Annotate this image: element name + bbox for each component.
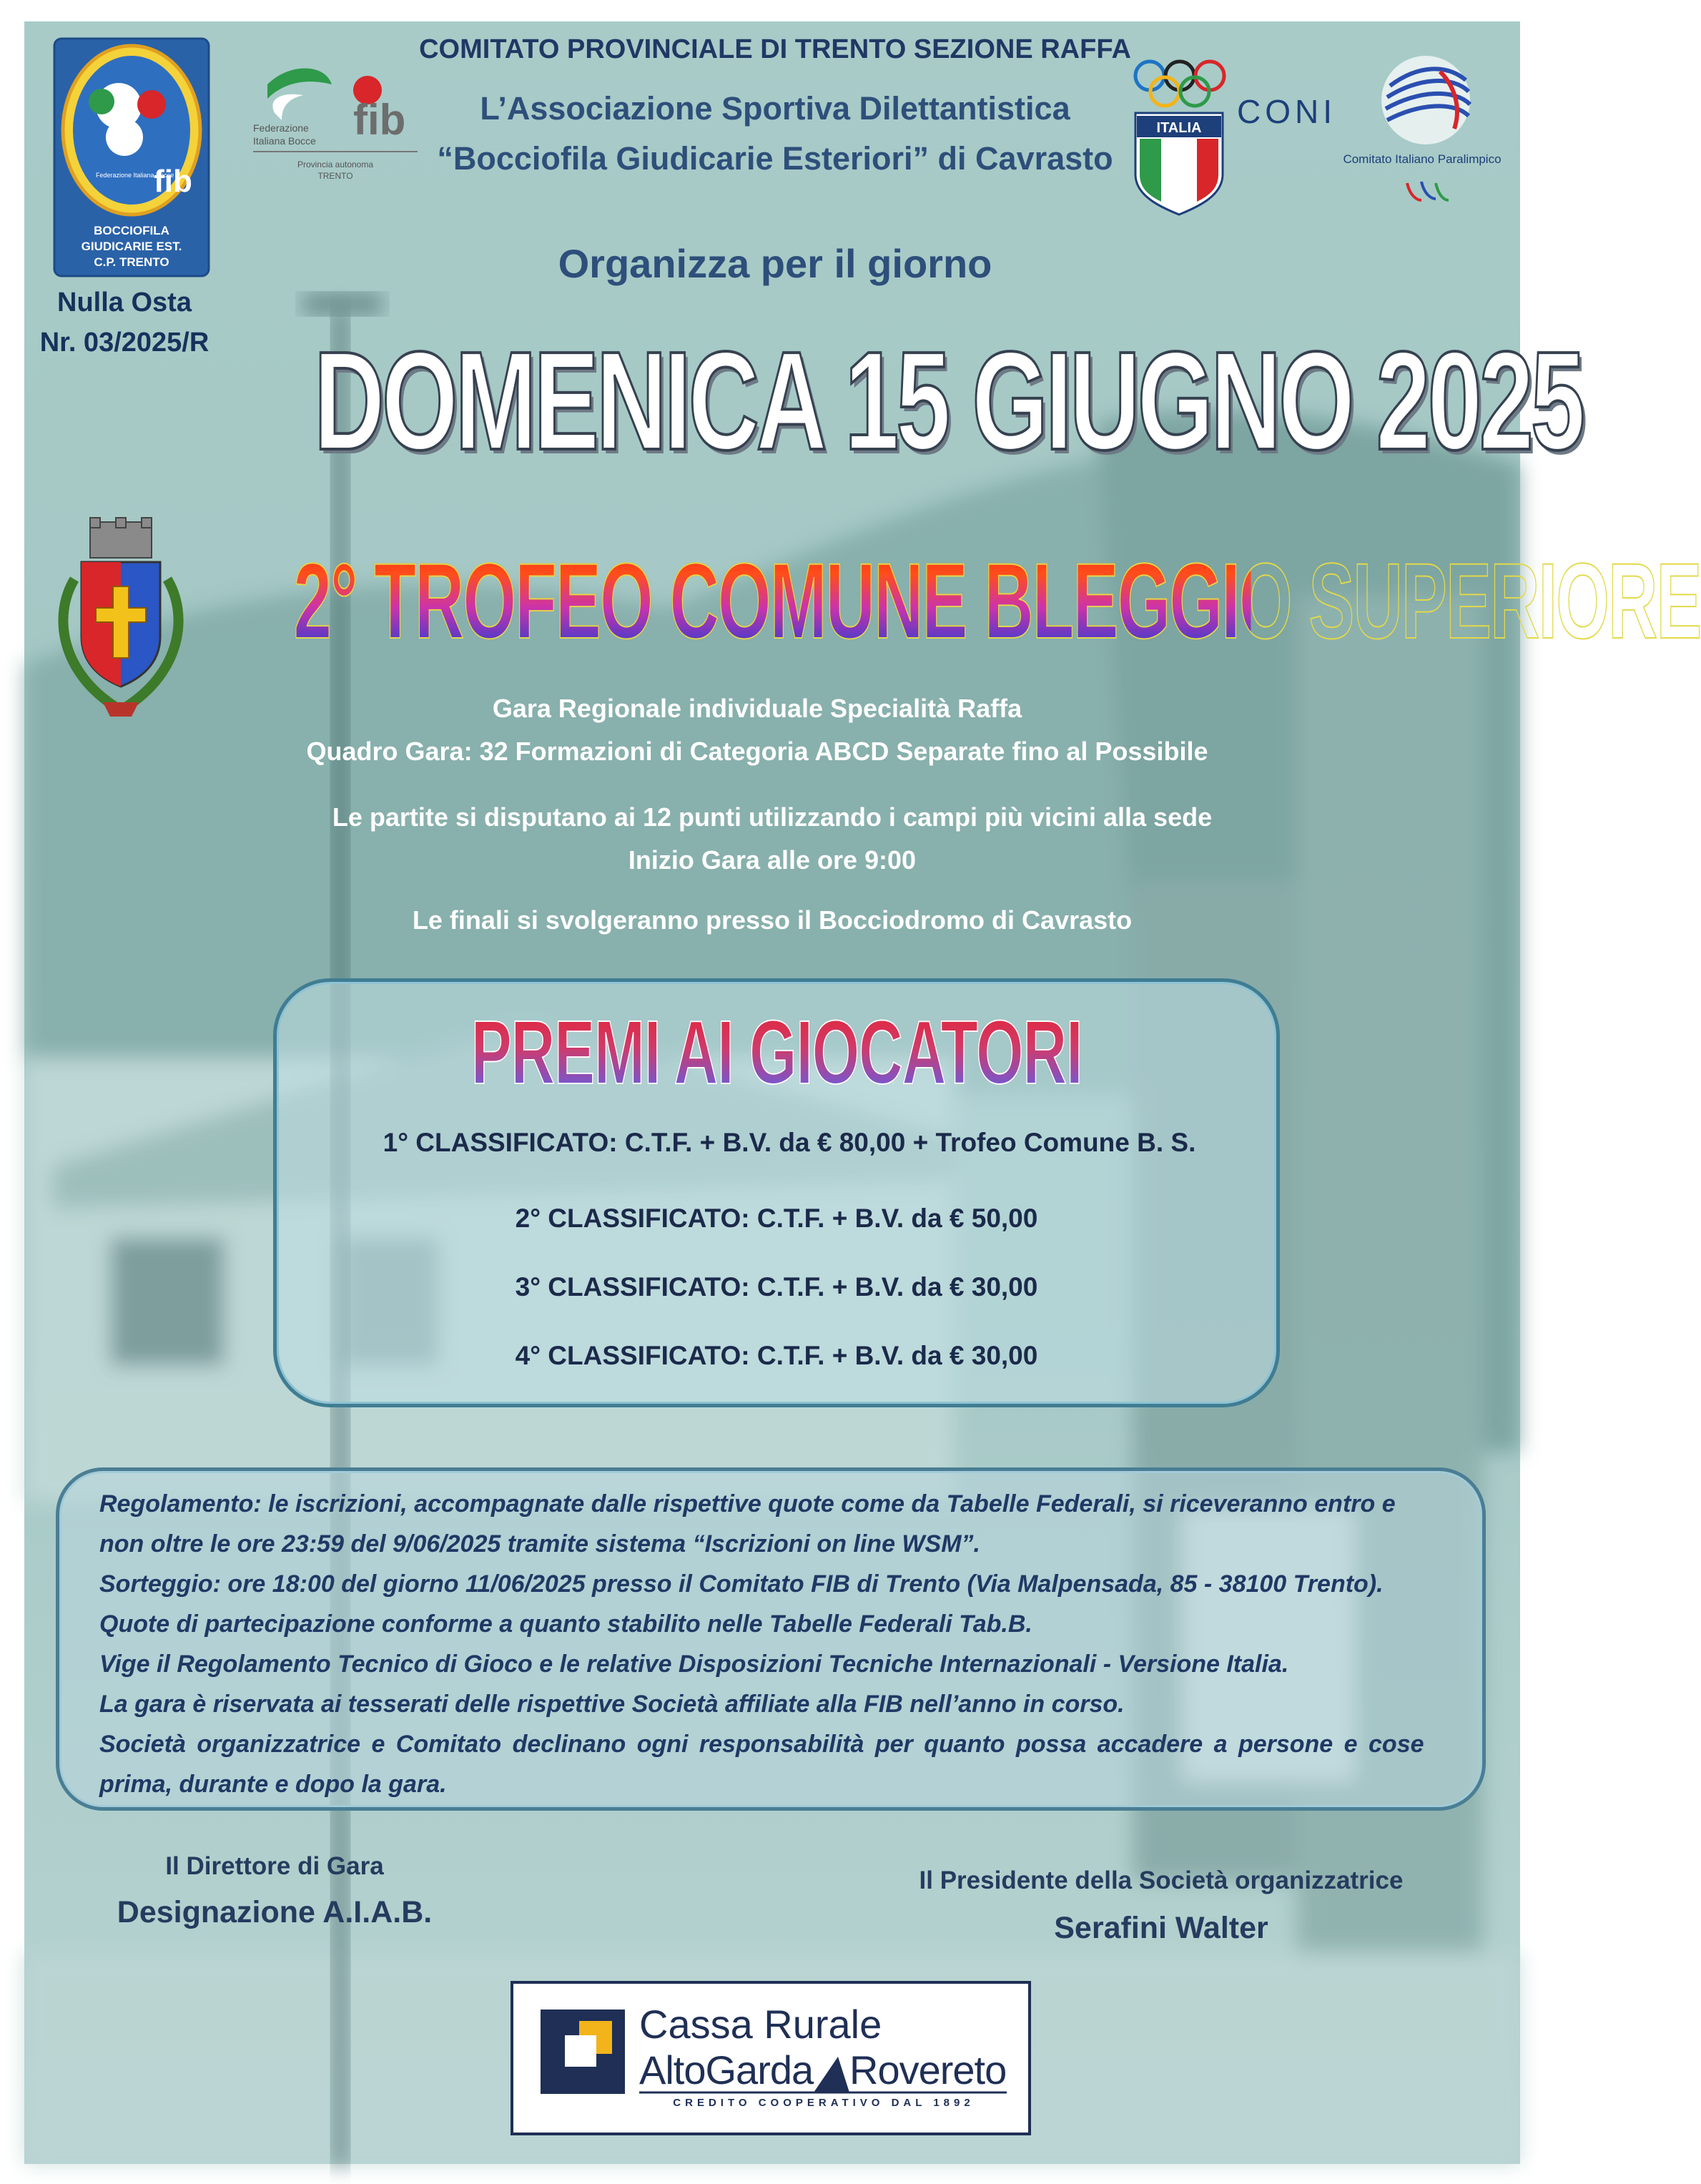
paralympic-logo-icon <box>1333 43 1512 215</box>
event-date: DOMENICA 15 GIUGNO 2025 <box>314 323 1582 479</box>
fib-trento-logo <box>239 56 432 199</box>
event-info-4: Inizio Gara alle ore 9:00 <box>628 845 917 875</box>
fib-trento-federation1: Federazione <box>253 122 309 134</box>
director-name: Designazione A.I.A.B. <box>117 1895 433 1929</box>
club-logo-name2: GIUDICARIE EST. <box>81 240 182 253</box>
prize-item-4: 4° CLASSIFICATO: C.T.F. + B.V. da € 30,00 <box>515 1341 1038 1370</box>
regulation-line-2: non oltre le ore 23:59 del 9/06/2025 tramite sistema “Iscrizioni on line WSM”. <box>99 1530 980 1558</box>
coni-text: CONI <box>1237 93 1336 130</box>
sponsor-line2a: AltoGarda <box>639 2047 814 2092</box>
regulation-line-5: Vige il Regolamento Tecnico di Gioco e le relative Disposizioni Tecniche Internazionali - Versione Italia. <box>99 1651 1289 1678</box>
club-logo-name1: BOCCIOFILA <box>94 224 169 237</box>
event-date-wrap <box>132 320 1582 506</box>
fib-trento-province2: TRENTO <box>317 171 353 181</box>
organizes-text: Organizza per il giorno <box>558 241 992 286</box>
committee-title: COMITATO PROVINCIALE DI TRENTO SEZIONE RAFFA <box>419 34 1131 64</box>
club-logo-icon <box>53 37 210 277</box>
prize-item-3: 3° CLASSIFICATO: C.T.F. + B.V. da € 30,00 <box>515 1272 1038 1302</box>
fib-trento-logo-icon <box>239 56 432 199</box>
club-logo-name3: C.P. TRENTO <box>94 255 169 269</box>
fib-trento-province1: Provincia autonoma <box>297 159 374 169</box>
event-info-2: Quadro Gara: 32 Formazioni di Categoria ABCD Separate fino al Possibile <box>306 737 1208 766</box>
event-info-1: Gara Regionale individuale Specialità Raffa <box>492 694 1022 723</box>
paralympic-text: Comitato Italiano Paralimpico <box>1343 152 1502 166</box>
association-line1: L’Associazione Sportiva Dilettantistica <box>480 90 1070 127</box>
nulla-osta-number: Nr. 03/2025/R <box>39 328 209 358</box>
club-logo-fib: fib <box>154 164 192 199</box>
sponsor-line1: Cassa Rurale <box>639 2002 882 2047</box>
regulation-line-7: Società organizzatrice e Comitato declinano ogni responsabilità per quanto possa accadere a persone e cose <box>99 1731 1424 1758</box>
prize-item-1: 1° CLASSIFICATO: C.T.F. + B.V. da € 80,00 + Trofeo Comune B. S. <box>383 1128 1196 1157</box>
prize-item-2: 2° CLASSIFICATO: C.T.F. + B.V. da € 50,00 <box>515 1204 1038 1233</box>
event-info-3: Le partite si disputano ai 12 punti utilizzando i campi più vicini alla sede <box>332 802 1213 832</box>
trophy-title: 2° TROFEO COMUNE BLEGGIO SUPERIORE <box>294 539 1251 663</box>
president-name: Serafini Walter <box>1054 1911 1268 1945</box>
coni-italia: ITALIA <box>1156 120 1202 136</box>
nulla-osta-label: Nulla Osta <box>57 287 192 318</box>
coni-logo <box>1118 39 1336 217</box>
event-info-5: Le finali si svolgeranno presso il Bocciodromo di Cavrasto <box>412 905 1133 935</box>
regulation-line-1: Regolamento: le iscrizioni, accompagnate dalle rispettive quote come da Tabelle Federali, si riceveranno entro e <box>99 1490 1396 1518</box>
director-label: Il Direttore di Gara <box>165 1852 384 1880</box>
regulation-line-6: La gara è riservata ai tesserati delle rispettive Società affiliate alla FIB nell’anno in corso. <box>99 1691 1125 1718</box>
sponsor-logo <box>511 1981 1031 2135</box>
fib-trento-federation2: Italiana Bocce <box>253 135 316 147</box>
association-line2: “Bocciofila Giudicarie Esteriori” di Cavrasto <box>437 140 1113 177</box>
club-logo-federation: Federazione Italiana Bocce <box>96 172 174 179</box>
paralympic-logo <box>1333 43 1512 215</box>
regulations-box <box>56 1467 1486 1811</box>
regulation-line-3: Sorteggio: ore 18:00 del giorno 11/06/2025 presso il Comitato FIB di Trento (Via Malpensada, 85 - 38100 Trento). <box>99 1570 1384 1598</box>
trophy-title-wrap <box>24 539 1701 675</box>
sponsor-tagline: CREDITO COOPERATIVO DAL 1892 <box>673 2097 975 2109</box>
prizes-box <box>273 978 1280 1407</box>
prizes-title: PREMI AI GIOCATORI <box>437 1000 1117 1104</box>
club-logo <box>53 37 210 277</box>
prizes-title-wrap <box>277 1000 1276 1101</box>
fib-trento-fib: fib <box>353 96 406 144</box>
regulation-line-4: Quote di partecipazione conforme a quanto stabilito nelle Tabelle Federali Tab.B. <box>99 1610 1032 1638</box>
sponsor-line2b: Rovereto <box>849 2047 1007 2092</box>
poster <box>24 21 1701 2164</box>
coni-logo-icon <box>1118 39 1336 217</box>
president-label: Il Presidente della Società organizzatrice <box>919 1866 1404 1894</box>
regulation-line-8: prima, durante e dopo la gara. <box>99 1771 447 1798</box>
